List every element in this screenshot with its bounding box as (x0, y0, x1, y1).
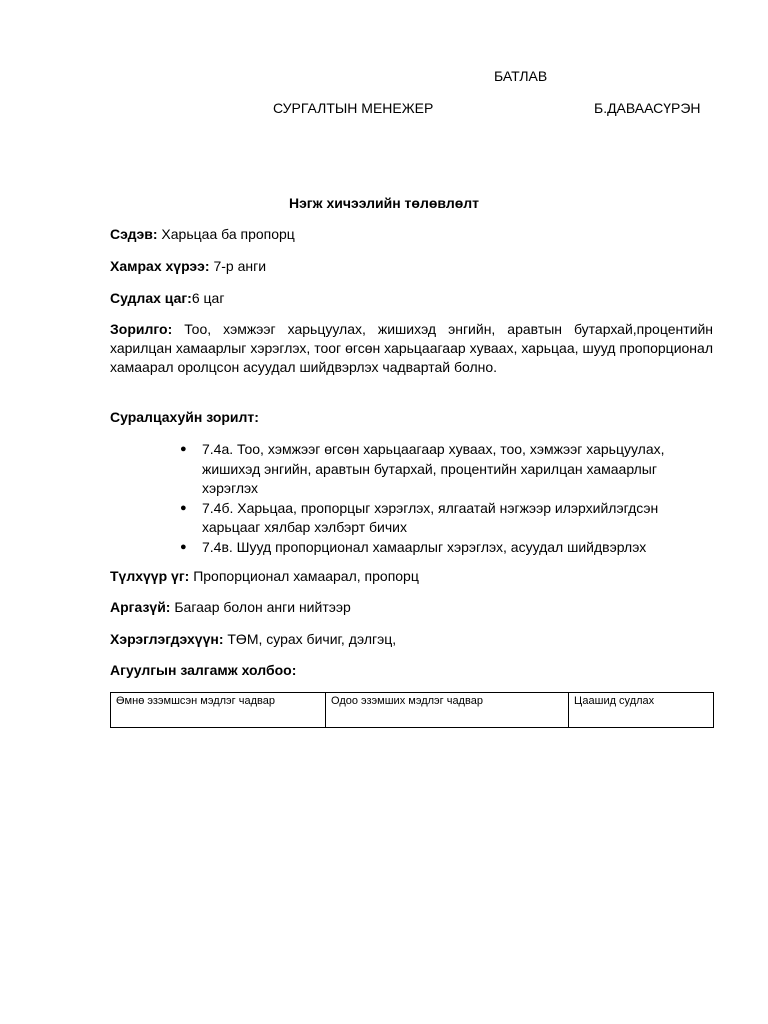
table-cell-future-study: Цаашид судлах (569, 693, 714, 728)
table-row (111, 693, 714, 728)
content-links-label: Агуулгын залгамж холбоо: (110, 662, 297, 678)
bullet-icon: ● (180, 501, 187, 514)
list-item (180, 440, 715, 499)
materials-line (110, 630, 396, 649)
manager-title: СУРГАЛТЫН МЕНЕЖЕР (273, 100, 434, 116)
keywords-value: Пропорционал хамаарал, пропорц (189, 568, 419, 584)
grade-label: Хамрах хүрээ: (110, 258, 210, 274)
learner-objectives-heading (110, 408, 259, 427)
content-links-heading (110, 661, 296, 680)
keywords-label: Түлхүүр үг: (110, 568, 190, 584)
keywords-line (110, 567, 419, 586)
topic-line (110, 225, 295, 244)
learner-objectives-label: Суралцахуйн зорилт: (110, 409, 259, 425)
approval-heading: БАТЛАВ (494, 68, 548, 84)
hours-line (110, 289, 224, 308)
materials-value: ТӨМ, сурах бичиг, дэлгэц, (223, 631, 397, 647)
grade-value: 7-р анги (209, 258, 267, 274)
method-value: Багаар болон анги нийтээр (170, 599, 351, 615)
hours-label: Судлах цаг: (110, 290, 192, 306)
topic-value: Харьцаа ба пропорц (157, 226, 295, 242)
table-cell-current-knowledge: Одоо эзэмших мэдлэг чадвар (326, 693, 569, 728)
bullet-icon: ● (180, 443, 187, 455)
materials-label: Хэрэглэгдэхүүн: (110, 631, 224, 647)
goal-paragraph (110, 320, 713, 377)
method-line (110, 598, 351, 617)
grade-line (110, 257, 266, 276)
goal-label: Зорилго: (110, 321, 173, 337)
objective-text: 7.4б. Харьцаа, пропорцыг хэрэглэх, ялгаатай нэгжээр илэрхийлэгдсэн харьцааг хялбар хэлбэрт бичих (202, 499, 659, 536)
table-cell-prior-knowledge: Өмнө эзэмшсэн мэдлэг чадвар (111, 693, 326, 728)
content-links-table (110, 692, 714, 728)
topic-label: Сэдэв: (110, 226, 158, 242)
method-label: Аргазүй: (110, 599, 171, 615)
bullet-icon: ● (180, 540, 187, 553)
list-item (180, 538, 715, 558)
hours-value: 6 цаг (191, 290, 225, 306)
list-item (180, 499, 715, 538)
manager-name: Б.ДАВААСҮРЭН (594, 100, 701, 116)
objective-text: 7.4в. Шууд пропорционал хамаарлыг хэрэглэх, асуудал шийдвэрлэх (202, 538, 647, 555)
objective-text: 7.4а. Тоо, хэмжээг өгсөн харьцаагаар хуваах, тоо, хэмжээг харьцуулах, жишихэд энгийн, аравтын бутархай, процентийн харилцан хамаарлыг хэрэглэх (202, 441, 665, 497)
goal-value: Тоо, хэмжээг харьцуулах, жишихэд энгийн, аравтын бутархай,процентийн харилцан хамаарлыг хэрэглэх, тоог өгсөн харьцаагаар хуваах, харьцаа, шууд пропорционал хамаарал оролцсон асуудал шийдвэрлэх чадвартай болно. (110, 321, 713, 375)
objectives-list (180, 440, 715, 558)
document-title: Нэгж хичээлийн төлөвлөлт (288, 195, 480, 211)
